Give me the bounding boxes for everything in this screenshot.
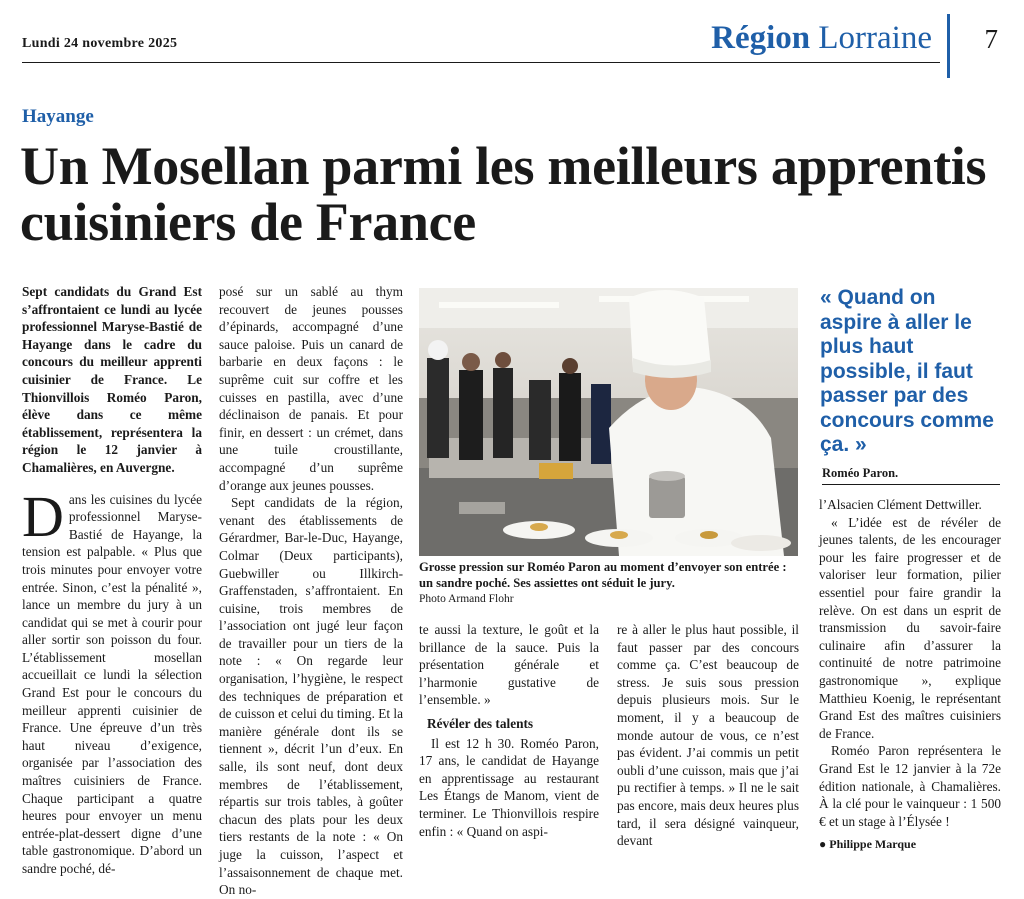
- article-photo: [419, 288, 798, 556]
- section-title-bold: Région: [711, 20, 811, 56]
- pull-quote-rule: [822, 484, 1000, 485]
- article-column-5: [819, 496, 1001, 854]
- header-rule: [22, 62, 940, 63]
- article-paragraph: [22, 483, 202, 878]
- article-paragraph: « L’idée est de révéler de jeunes talents, de les encourager pour les faire progresser et de valoriser leur formation, pilier essentiel pour faire grandir la relève. On est dans un esprit de transmission du savoir-faire culinaire afin d’assurer la continuité de notre patrimoine gastronomique », explique Matthieu Koenig, le représentant Grand Est des maîtres cuisiniers de France.: [819, 514, 1001, 741]
- article-paragraph: l’Alsacien Clément Dettwiller.: [819, 497, 982, 512]
- article-column-4: [617, 621, 799, 850]
- article-paragraph: te aussi la texture, le goût et la brillance de la sauce. Puis la présentation générale et l’harmonie gustative de l’ensemble. »: [419, 622, 599, 708]
- article-paragraph: Sept candidats de la région, venant des établissements de Gérardmer, Bar-le-Duc, Hayange, Colmar (Deux participants), Guebwiller ou Illkirch-Graffenstaden, s’affrontaient. En cuisine, trois membres de l’association ont jugé leur façon de travailler pour un tiers de la note : « On regarde leur organisation, l’hygiène, le respect des techniques de préparation et de cuisson et celui du timing. Et la manière générale dont ils se tiennent », décrit l’un d’eux. En salle, ils sont neuf, dont deux membres de l’établissement, répartis sur trois tables, à goûter chacun des plats pour les deux tiers restants de la note : « On juge la cuisson, l’aspect et l’assaisonnement de chaque met. On no-: [219, 495, 403, 898]
- article-chapo: Sept candidats du Grand Est s’affrontaient ce lundi au lycée professionnel Maryse-Bastié de Hayange dans le cadre du concours du meilleur apprenti cuisinier de France. Le Thionvillois Roméo Paron, élève dans ce même établissement, représentera la région le 12 janvier à Chamalières, en Auvergne.: [22, 284, 202, 475]
- page-number: 7: [984, 24, 998, 54]
- pull-quote-author: Roméo Paron.: [822, 466, 899, 480]
- article-paragraph: Roméo Paron représentera le Grand Est le 12 janvier à la 72e édition nationale, à Chamalières. À la clé pour le vainqueur : 1 500 € et un stage à l’Élysée !: [819, 743, 1001, 829]
- section-title: [711, 20, 932, 56]
- photo-caption: [419, 559, 799, 607]
- page-header: [22, 14, 1002, 74]
- article-headline: Un Mosellan parmi les meilleurs apprentis cuisiniers de France: [20, 136, 987, 252]
- photo-caption-text: Grosse pression sur Roméo Paron au moment d’envoyer son entrée : un sandre poché. Ses assiettes ont séduit le jury.: [419, 560, 787, 590]
- section-title-region: Lorraine: [818, 20, 932, 56]
- pull-quote: « Quand on aspire à aller le plus haut possible, il faut passer par des concours comme ça. »: [820, 286, 994, 456]
- article-column-2: [219, 283, 403, 899]
- article-subhead: Révéler des talents: [427, 715, 534, 731]
- kitchen-photo-illustration: [419, 288, 798, 556]
- article-paragraph-text: ans les cuisines du lycée professionnel Maryse-Bastié de Hayange, la tension est palpable. « Plus que trois minutes pour envoyer votre entrée. Sinon, c’est la pénalité », lance un membre du jury à un candidat qui se met à courir pour aller sortir son poisson du four. L’établissement mosellan accueillait ce lundi la sélection Grand Est pour le concours du meilleur apprenti cuisinier de France. Une épreuve d’un très haut niveau d’exigence, organisée par l’association des maîtres cuisiniers de France. Chaque participant a quatre heures pour envoyer un menu entrée-plat-dessert digne d’une table gastronomique. D’abord un sandre poché, dé-: [22, 491, 202, 876]
- article-paragraph: posé sur un sablé au thym recouvert de jeunes pousses d’épinards, accompagné d’une sauce paloise. Puis un canard de barbarie en deux façons : le suprême cuit sur coffre et les cuisses en pastilla, avec d’une déclinaison de panais. Et pour finir, en dessert : un crémet, dans une tuile croustillante, accompagné d’un suprême d’orange aux jeunes pousses.: [219, 284, 403, 493]
- article-kicker: Hayange: [22, 106, 94, 127]
- article-paragraph: re à aller le plus haut possible, il faut passer par des concours comme ça. C’est beaucoup de stress. Je suis sous pression depuis plusieurs mois. Sur le moment, il y a beaucoup de monde autour de vous, ce n’est pas évident. J’ai commis un petit oubli d’une cuisson, mais que j’ai pu rectifier à temps. » Il ne le sait pas encore, mais deux heures plus tard, il sera désigné vainqueur, devant: [617, 622, 799, 849]
- issue-date: Lundi 24 novembre 2025: [22, 36, 178, 51]
- article-column-1: [22, 283, 202, 878]
- article-column-3: [419, 621, 599, 840]
- drop-cap: D: [22, 483, 64, 549]
- photo-credit: Photo Armand Flohr: [419, 593, 514, 605]
- author-signature: ● Philippe Marque: [819, 837, 917, 852]
- article-paragraph: Il est 12 h 30. Roméo Paron, 17 ans, le candidat de Hayange en apprentissage au restaurant Les Étangs de Manom, vient de terminer. Le Thionvillois respire enfin : « Quand on aspi-: [419, 735, 599, 839]
- header-divider: [947, 14, 950, 78]
